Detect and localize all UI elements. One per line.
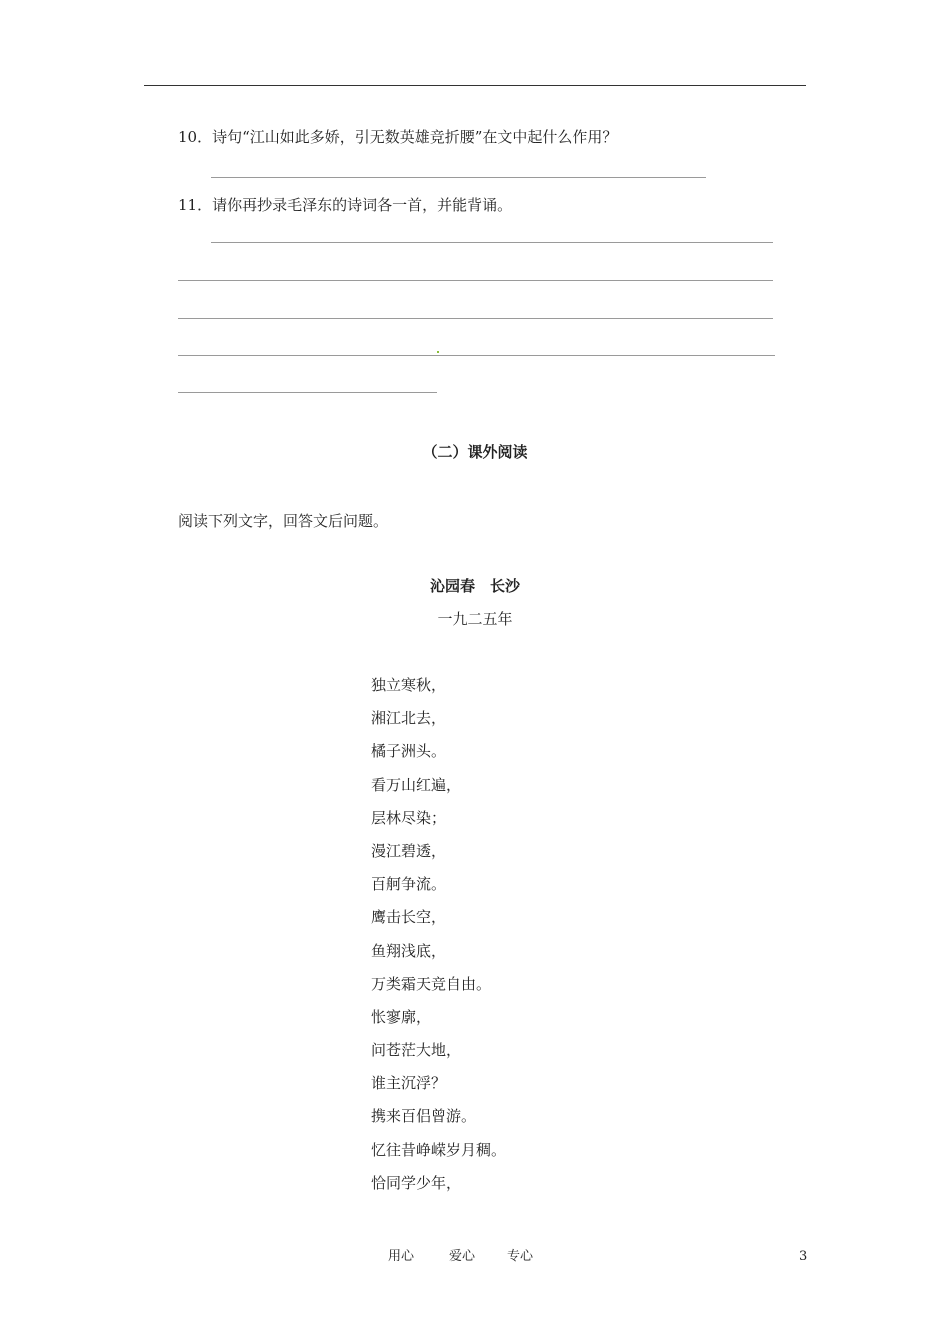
answer-line-11-2[interactable] xyxy=(178,280,773,281)
poem-line: 问苍茫大地， xyxy=(371,1041,462,1060)
answer-line-11-3[interactable] xyxy=(178,318,773,319)
stray-dot xyxy=(437,351,439,353)
footer-motto-2: 爱心 xyxy=(449,1249,476,1264)
poem-line: 橘子洲头。 xyxy=(371,742,447,761)
answer-line-11-4[interactable] xyxy=(178,355,775,356)
poem-line: 湘江北去， xyxy=(371,709,447,728)
poem-line: 忆往昔峥嵘岁月稠。 xyxy=(371,1140,507,1159)
poem-title: 沁园春 长沙 xyxy=(429,577,520,595)
answer-line-10[interactable] xyxy=(211,177,706,178)
page-number: 3 xyxy=(799,1249,808,1264)
answer-line-11-5[interactable] xyxy=(178,392,437,393)
answer-line-11-1[interactable] xyxy=(211,242,773,243)
question-10: 10．诗句“江山如此多娇，引无数英雄竞折腰”在文中起什么作用？ xyxy=(178,128,618,146)
poem-line: 恰同学少年， xyxy=(371,1173,462,1192)
footer-motto-1: 用心 xyxy=(388,1249,415,1264)
poem-line: 怅寥廓， xyxy=(371,1007,432,1026)
poem-line: 百舸争流。 xyxy=(371,875,447,894)
reading-instruction: 阅读下列文字，回答文后问题。 xyxy=(178,512,389,530)
poem-line: 鱼翔浅底， xyxy=(371,941,447,960)
poem-line: 鹰击长空， xyxy=(371,908,447,927)
poem-line: 漫江碧透， xyxy=(371,841,447,860)
poem-line: 万类霜天竞自由。 xyxy=(371,974,492,993)
poem-line: 独立寒秋， xyxy=(371,676,447,694)
footer-motto-3: 专心 xyxy=(507,1249,534,1264)
section-heading: （二）课外阅读 xyxy=(422,443,528,461)
poem-line: 层林尽染； xyxy=(371,808,447,827)
poem-line: 携来百侣曾游。 xyxy=(371,1107,477,1126)
poem-date: 一九二五年 xyxy=(437,610,513,628)
question-11: 11．请你再抄录毛泽东的诗词各一首，并能背诵。 xyxy=(178,196,513,214)
header-rule xyxy=(144,85,806,86)
poem-lines xyxy=(371,674,506,1205)
poem-line: 看万山红遍， xyxy=(371,775,462,794)
poem-line: 谁主沉浮？ xyxy=(371,1074,447,1093)
